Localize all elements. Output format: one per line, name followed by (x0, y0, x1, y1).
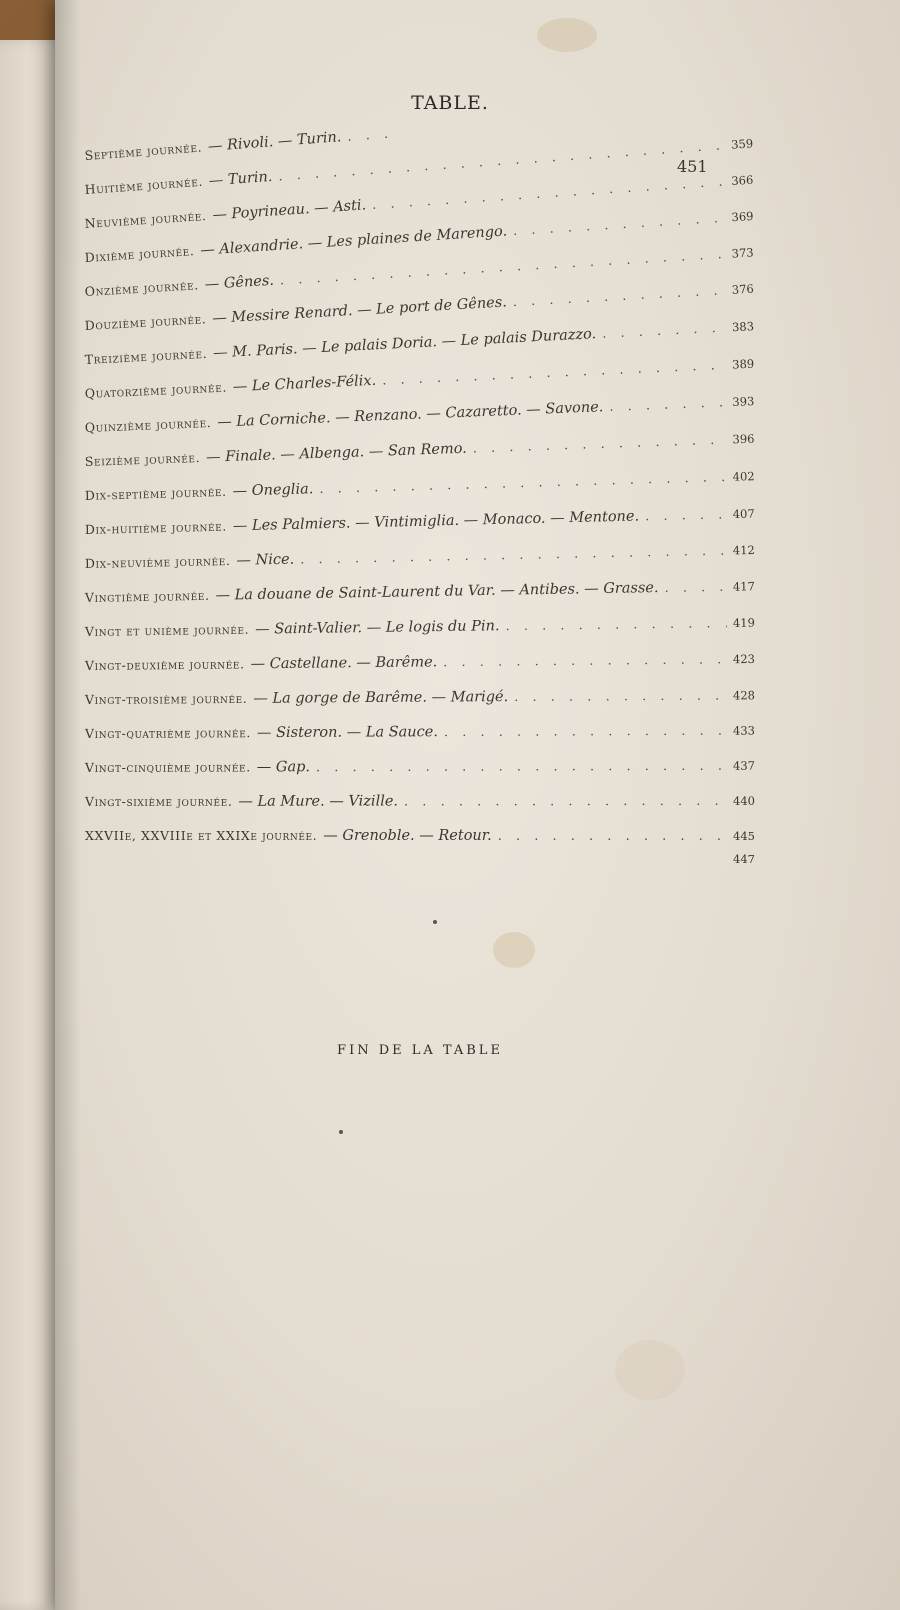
dot-leader (300, 544, 727, 568)
entry-label: Dixième journée. (84, 243, 195, 265)
dot-leader (443, 652, 727, 670)
entry-subject: — Gênes. (204, 272, 275, 293)
entry-page: 428 (732, 688, 756, 703)
dot-leader (382, 358, 727, 389)
entry-page: 437 (733, 758, 756, 773)
entry-subject: — Poyrineau. — Asti. (211, 197, 367, 224)
entry-label: Quatorzième journée. (84, 379, 228, 401)
entry-page: 407 (732, 506, 755, 522)
ink-dot (339, 1130, 343, 1134)
dot-leader (602, 321, 727, 342)
entry-page: 369 (731, 208, 754, 225)
entry-subject: — La douane de Saint-Laurent du Var. — Antibes. — Grasse. (215, 579, 659, 604)
entry-subject: — Sisteron. — La Sauce. (256, 724, 438, 742)
folio-number: 451 (677, 157, 708, 176)
entry-label: Seizième journée. (84, 449, 201, 469)
dot-leader (498, 829, 727, 844)
entry-page: 440 (733, 793, 756, 808)
entry-page: 383 (731, 319, 755, 335)
toc-entry (85, 506, 755, 546)
entry-label: Vingt-troisième journée. (84, 690, 248, 707)
entry-page: 366 (730, 172, 754, 189)
book-page (55, 0, 900, 1610)
entry-subject: — Gap. (256, 759, 311, 776)
entry-label: Dix-huitième journée. (84, 518, 228, 537)
dot-leader (645, 507, 727, 524)
entry-label: Quinzième journée. (84, 414, 212, 435)
toc-entry (85, 542, 755, 580)
entry-label: Douzième journée. (84, 311, 207, 333)
paper-stain (493, 932, 535, 968)
entry-subject: — Alexandrie. — Les plaines de Marengo. (199, 223, 508, 259)
entry-page: 359 (730, 136, 754, 152)
entry-label: Vingt-quatrième journée. (84, 725, 251, 741)
entry-subject: — Oneglia. (232, 481, 314, 500)
trailing-page-number: 447 (733, 852, 755, 866)
spine-shadow (55, 0, 81, 1610)
dot-leader (444, 724, 727, 740)
toc-entry (85, 828, 755, 852)
entry-page: 445 (733, 829, 755, 843)
entry-label: Vingt et unième journée. (84, 621, 250, 639)
entry-label: Neuvième journée. (84, 207, 207, 231)
toc-entry (85, 578, 755, 614)
entry-label: Dix-septième journée. (84, 483, 227, 503)
toc-entry (85, 722, 755, 750)
entry-page: 376 (731, 281, 755, 297)
dot-leader (316, 759, 727, 775)
end-of-table-caption: FIN DE LA TABLE (337, 1043, 503, 1058)
entry-label: Vingtième journée. (84, 587, 210, 605)
toc-entry (85, 793, 755, 818)
entry-label: Vingt-sixième journée. (84, 793, 233, 809)
entry-page: 393 (732, 394, 755, 409)
entry-subject: — Les Palmiers. — Vintimiglia. — Monaco. — Mentone. (232, 508, 640, 535)
entry-label: Dix-neuvième journée. (84, 552, 231, 571)
entry-page: 389 (731, 356, 755, 372)
entry-label: Vingt-cinquième journée. (84, 759, 251, 775)
toc-entry (85, 468, 755, 512)
paper-stain (537, 18, 597, 52)
entry-page: 402 (732, 469, 755, 484)
toc-entry (85, 758, 755, 784)
dot-leader (513, 211, 726, 239)
entry-label: Huitième journée. (84, 173, 204, 197)
ink-dot (433, 920, 437, 924)
entry-subject: — Nice. (236, 551, 295, 569)
entry-label: Septième journée. (84, 139, 203, 163)
entry-subject: — Saint-Valier. — Le logis du Pin. (255, 618, 500, 638)
entry-subject: — Le Charles-Félix. (232, 372, 377, 396)
dot-leader (664, 580, 727, 596)
entry-label: XXVIIe, XXVIIIe et XXIXe journée. (85, 828, 318, 843)
entry-subject: — M. Paris. — Le palais Doria. — Le palais Durazzo. (212, 326, 597, 362)
dot-leader (512, 283, 726, 310)
entry-label: Treizième journée. (84, 345, 208, 367)
toc-entry (85, 687, 755, 716)
entry-subject: — Grenoble. — Retour. (323, 828, 492, 844)
page-title: TABLE. (411, 92, 489, 114)
dot-leader (514, 689, 727, 705)
entry-subject: — Castellane. — Barême. (250, 654, 438, 673)
dot-leader (473, 433, 727, 457)
dot-leader (505, 616, 727, 634)
entry-page: 433 (732, 723, 756, 738)
entry-subject: — Messire Renard. — Le port de Gênes. (211, 294, 508, 327)
entry-page: 412 (732, 542, 755, 558)
toc-entry (85, 615, 755, 648)
entry-subject: — Turin. (208, 168, 273, 190)
entry-subject: — La Mure. — Vizille. (238, 793, 399, 810)
dot-leader (404, 794, 727, 810)
dot-leader (347, 127, 388, 145)
entry-label: Onzième journée. (84, 277, 200, 299)
paper-stain (615, 1340, 685, 1400)
toc-entry (85, 651, 755, 682)
entry-subject: — La gorge de Barême. — Marigé. (253, 689, 509, 707)
entry-subject: — Rivoli. — Turin. (207, 129, 342, 155)
trailing-page-row (85, 852, 755, 876)
entry-page: 419 (732, 615, 755, 630)
dot-leader (609, 395, 727, 415)
entry-page: 417 (732, 579, 755, 594)
entry-label: Vingt-deuxième journée. (84, 656, 245, 673)
entry-page: 423 (732, 651, 755, 667)
entry-subject: — La Corniche. — Renzano. — Cazaretto. — Savone. (216, 399, 604, 431)
entry-page: 373 (731, 245, 754, 261)
entry-subject: — Finale. — Albenga. — San Remo. (205, 440, 468, 466)
entry-page: 396 (732, 431, 755, 447)
dot-leader (319, 470, 727, 497)
